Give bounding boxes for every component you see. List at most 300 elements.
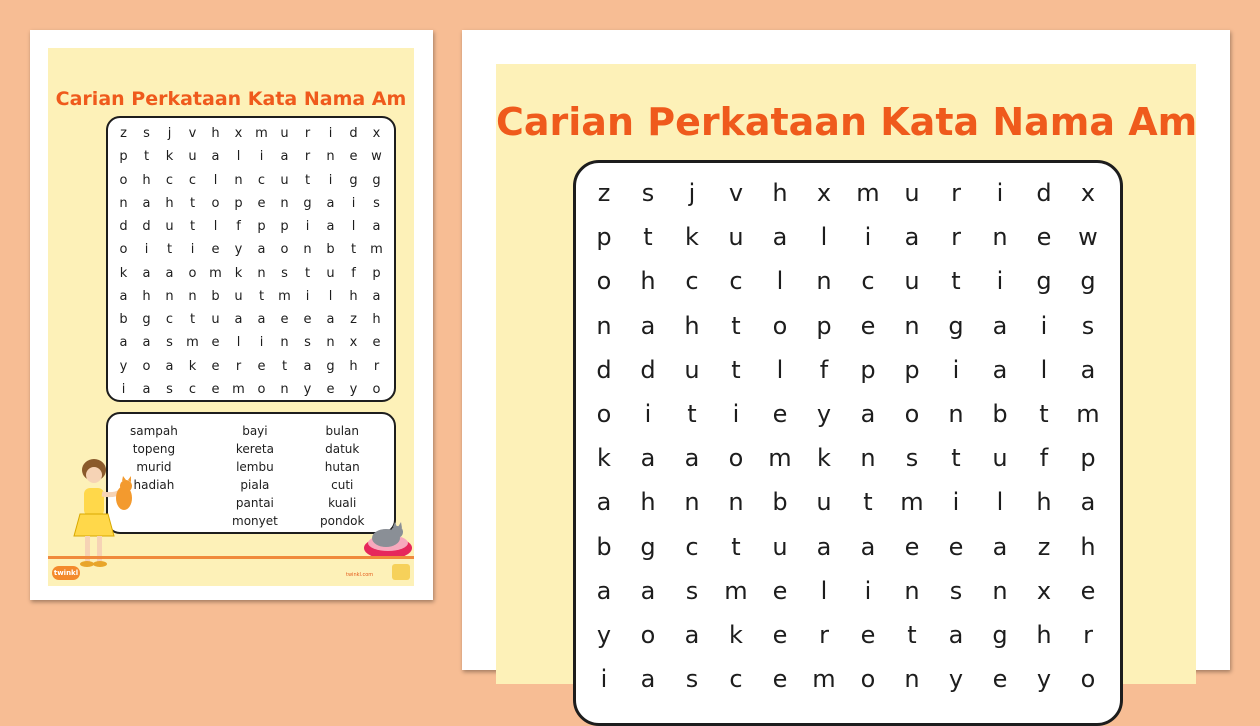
- grid-letter: a: [142, 381, 151, 397]
- letter-grid: [112, 122, 388, 398]
- grid-letter: j: [167, 126, 172, 142]
- grid-letter: k: [234, 265, 243, 281]
- grid-letter: o: [280, 242, 289, 258]
- grid-letter: g: [349, 172, 358, 188]
- grid-letter: n: [860, 444, 876, 473]
- grid-letter: y: [596, 620, 612, 649]
- grid-letter: s: [166, 381, 173, 397]
- word-column-2: [232, 422, 278, 530]
- grid-letter: m: [370, 242, 383, 258]
- grid-letter: r: [304, 126, 311, 142]
- grid-letter: t: [643, 223, 653, 252]
- grid-letter: g: [372, 172, 381, 188]
- word-item: bulan: [325, 424, 359, 438]
- grid-letter: s: [1081, 311, 1095, 340]
- cat-bed-illustration: [362, 518, 414, 560]
- grid-letter: b: [772, 488, 788, 517]
- grid-letter: b: [992, 400, 1008, 429]
- grid-letter: c: [685, 532, 699, 561]
- grid-letter: a: [1080, 488, 1096, 517]
- grid-letter: h: [372, 312, 381, 328]
- grid-letter: p: [816, 311, 832, 340]
- grid-letter: y: [303, 381, 312, 397]
- grid-letter: b: [119, 312, 128, 328]
- grid-letter: n: [684, 488, 700, 517]
- grid-letter: y: [234, 242, 243, 258]
- grid-letter: l: [776, 355, 784, 384]
- grid-letter: m: [255, 126, 268, 142]
- grid-letter: b: [326, 242, 335, 258]
- grid-letter: l: [328, 288, 333, 304]
- grid-letter: u: [728, 223, 744, 252]
- grid-letter: c: [729, 267, 743, 296]
- grid-letter: x: [1036, 576, 1052, 605]
- twinkl-logo: twinkl: [52, 566, 80, 580]
- grid-letter: l: [820, 223, 828, 252]
- grid-letter: u: [188, 149, 197, 165]
- grid-letter: s: [166, 335, 173, 351]
- grid-letter: t: [281, 358, 288, 374]
- grid-letter: p: [257, 219, 266, 235]
- grid-letter: e: [349, 149, 358, 165]
- grid-letter: a: [1080, 355, 1096, 384]
- grid-letter: a: [326, 312, 335, 328]
- grid-letter: b: [211, 288, 220, 304]
- grid-letter: u: [326, 265, 335, 281]
- worksheet-zoomed[interactable]: [462, 30, 1230, 694]
- grid-letter: o: [772, 311, 788, 340]
- grid-letter: i: [328, 172, 333, 188]
- grid-letter: u: [165, 219, 174, 235]
- word-item: bayi: [242, 424, 268, 438]
- grid-letter: a: [142, 265, 151, 281]
- grid-letter: t: [907, 620, 917, 649]
- grid-letter: e: [326, 381, 335, 397]
- grid-letter: e: [257, 358, 266, 374]
- grid-letter: x: [234, 126, 243, 142]
- grid-letter: n: [904, 311, 920, 340]
- grid-letter: a: [372, 219, 381, 235]
- grid-letter: s: [905, 444, 919, 473]
- grid-letter: m: [900, 488, 924, 517]
- grid-letter: d: [596, 355, 612, 384]
- grid-letter: e: [211, 335, 220, 351]
- grid-letter: l: [820, 576, 828, 605]
- grid-letter: m: [1076, 400, 1100, 429]
- grid-letter: n: [280, 195, 289, 211]
- grid-letter: z: [1037, 532, 1051, 561]
- grid-letter: g: [303, 195, 312, 211]
- grid-letter: x: [372, 126, 381, 142]
- grid-letter: n: [904, 576, 920, 605]
- grid-letter: r: [304, 149, 311, 165]
- grid-letter: n: [165, 288, 174, 304]
- grid-letter: d: [640, 355, 656, 384]
- grid-letter: l: [236, 149, 241, 165]
- footer-url: twinkl.com: [346, 572, 374, 578]
- grid-letter: t: [863, 488, 873, 517]
- grid-letter: e: [772, 576, 788, 605]
- grid-letter: i: [996, 179, 1004, 208]
- grid-letter: h: [349, 358, 358, 374]
- grid-letter: m: [209, 265, 222, 281]
- grid-letter: m: [232, 381, 245, 397]
- grid-letter: o: [1080, 665, 1096, 694]
- grid-letter: g: [1080, 267, 1096, 296]
- grid-letter: l: [1040, 355, 1048, 384]
- grid-letter: o: [188, 265, 197, 281]
- grid-letter: o: [904, 400, 920, 429]
- word-item: monyet: [232, 514, 278, 528]
- grid-letter: o: [211, 195, 220, 211]
- grid-letter: o: [119, 172, 128, 188]
- grid-letter: n: [303, 242, 312, 258]
- grid-letter: a: [992, 355, 1008, 384]
- word-column-3: [320, 422, 364, 530]
- grid-letter: i: [952, 355, 960, 384]
- grid-letter: a: [165, 265, 174, 281]
- grid-letter: a: [640, 311, 656, 340]
- letter-grid-box: [106, 116, 396, 402]
- grid-letter: h: [165, 195, 174, 211]
- grid-letter: a: [860, 532, 876, 561]
- grid-letter: y: [816, 400, 832, 429]
- grid-letter: n: [326, 335, 335, 351]
- grid-letter: l: [213, 219, 218, 235]
- grid-letter: k: [165, 149, 174, 165]
- grid-letter: a: [372, 288, 381, 304]
- grid-letter: f: [351, 265, 356, 281]
- grid-letter: c: [188, 381, 197, 397]
- grid-letter: b: [596, 532, 612, 561]
- grid-letter: x: [1080, 179, 1096, 208]
- grid-letter: a: [142, 335, 151, 351]
- grid-letter: t: [189, 195, 196, 211]
- grid-letter: a: [257, 312, 266, 328]
- grid-letter: i: [864, 576, 872, 605]
- grid-letter: c: [165, 172, 174, 188]
- grid-letter: a: [904, 223, 920, 252]
- grid-letter: n: [904, 665, 920, 694]
- grid-letter: l: [236, 335, 241, 351]
- grid-letter: r: [1083, 620, 1093, 649]
- grid-letter: i: [864, 223, 872, 252]
- grid-letter: s: [143, 126, 150, 142]
- grid-letter: m: [812, 665, 836, 694]
- word-item: sampah: [130, 424, 178, 438]
- grid-letter: s: [641, 179, 655, 208]
- grid-letter: u: [904, 179, 920, 208]
- grid-letter: l: [213, 172, 218, 188]
- grid-letter: u: [280, 126, 289, 142]
- grid-letter: o: [860, 665, 876, 694]
- grid-letter: a: [211, 149, 220, 165]
- grid-letter: p: [234, 195, 243, 211]
- grid-letter: h: [1036, 620, 1052, 649]
- worksheet-panel: [48, 48, 414, 586]
- grid-letter: h: [684, 311, 700, 340]
- grid-letter: m: [278, 288, 291, 304]
- letter-grid-box-zoomed: [573, 160, 1123, 726]
- grid-letter: o: [119, 242, 128, 258]
- grid-letter: i: [644, 400, 652, 429]
- grid-letter: l: [351, 219, 356, 235]
- grid-letter: p: [119, 149, 128, 165]
- grid-letter: t: [189, 312, 196, 328]
- grid-letter: n: [257, 265, 266, 281]
- grid-letter: n: [234, 172, 243, 188]
- grid-letter: m: [186, 335, 199, 351]
- grid-letter: n: [326, 149, 335, 165]
- grid-letter: i: [259, 149, 264, 165]
- grid-letter: p: [1080, 444, 1096, 473]
- grid-letter: i: [190, 242, 195, 258]
- grid-letter: o: [596, 267, 612, 296]
- grid-letter: e: [303, 312, 312, 328]
- grid-letter: c: [729, 665, 743, 694]
- grid-letter: r: [373, 358, 380, 374]
- grid-letter: p: [860, 355, 876, 384]
- grid-letter: l: [776, 267, 784, 296]
- grid-letter: t: [951, 444, 961, 473]
- grid-letter: e: [1080, 576, 1096, 605]
- grid-letter: g: [948, 311, 964, 340]
- grid-letter: a: [860, 400, 876, 429]
- grid-letter: t: [731, 532, 741, 561]
- grid-letter: d: [349, 126, 358, 142]
- grid-letter: t: [166, 242, 173, 258]
- grid-letter: r: [819, 620, 829, 649]
- grid-letter: i: [305, 219, 310, 235]
- grid-letter: s: [304, 335, 311, 351]
- grid-letter: g: [640, 532, 656, 561]
- grid-letter: g: [992, 620, 1008, 649]
- word-item: hutan: [324, 460, 360, 474]
- grid-letter: w: [1078, 223, 1098, 252]
- grid-letter: g: [326, 358, 335, 374]
- word-list-box: [106, 412, 396, 534]
- footer-badge-icon: [392, 564, 410, 580]
- grid-letter: t: [687, 400, 697, 429]
- grid-letter: r: [951, 223, 961, 252]
- grid-letter: h: [772, 179, 788, 208]
- grid-letter: o: [596, 400, 612, 429]
- grid-letter: i: [952, 488, 960, 517]
- grid-letter: c: [165, 312, 174, 328]
- grid-letter: d: [142, 219, 151, 235]
- grid-letter: a: [234, 312, 243, 328]
- grid-letter: k: [817, 444, 831, 473]
- grid-letter: c: [257, 172, 266, 188]
- grid-letter: u: [280, 172, 289, 188]
- grid-letter: n: [728, 488, 744, 517]
- grid-letter: a: [165, 358, 174, 374]
- grid-letter: j: [688, 179, 696, 208]
- grid-letter: h: [640, 488, 656, 517]
- grid-letter: t: [143, 149, 150, 165]
- grid-letter: p: [596, 223, 612, 252]
- grid-letter: m: [856, 179, 880, 208]
- grid-letter: x: [816, 179, 832, 208]
- grid-letter: a: [257, 242, 266, 258]
- grid-letter: e: [860, 311, 876, 340]
- grid-letter: t: [189, 219, 196, 235]
- grid-letter: n: [992, 223, 1008, 252]
- grid-letter: n: [596, 311, 612, 340]
- grid-letter: n: [816, 267, 832, 296]
- grid-letter: e: [257, 195, 266, 211]
- grid-letter: o: [640, 620, 656, 649]
- grid-letter: i: [351, 195, 356, 211]
- grid-letter: o: [142, 358, 151, 374]
- grid-letter: f: [1039, 444, 1049, 473]
- grid-letter: w: [371, 149, 382, 165]
- grid-letter: t: [304, 172, 311, 188]
- footer-divider: [48, 556, 414, 559]
- grid-letter: a: [596, 488, 612, 517]
- grid-letter: a: [640, 444, 656, 473]
- grid-letter: i: [732, 400, 740, 429]
- grid-letter: u: [684, 355, 700, 384]
- word-item: murid: [136, 460, 172, 474]
- grid-letter: a: [326, 195, 335, 211]
- grid-letter: t: [731, 311, 741, 340]
- grid-letter: c: [188, 172, 197, 188]
- grid-letter: t: [350, 242, 357, 258]
- word-item: kereta: [235, 442, 274, 456]
- grid-letter: a: [119, 288, 128, 304]
- grid-letter: k: [597, 444, 611, 473]
- grid-letter: a: [596, 576, 612, 605]
- grid-letter: h: [142, 288, 151, 304]
- worksheet-panel-zoomed: [496, 64, 1198, 694]
- grid-letter: s: [373, 195, 380, 211]
- grid-letter: a: [816, 532, 832, 561]
- grid-letter: e: [211, 381, 220, 397]
- grid-letter: e: [860, 620, 876, 649]
- grid-letter: f: [819, 355, 829, 384]
- grid-letter: t: [951, 267, 961, 296]
- grid-letter: a: [640, 576, 656, 605]
- grid-letter: y: [119, 358, 128, 374]
- grid-letter: x: [349, 335, 358, 351]
- word-item: piala: [240, 478, 270, 492]
- grid-letter: d: [1036, 179, 1052, 208]
- grid-letter: h: [1036, 488, 1052, 517]
- grid-letter: a: [992, 311, 1008, 340]
- grid-letter: v: [728, 179, 744, 208]
- grid-letter: e: [211, 242, 220, 258]
- grid-letter: e: [211, 358, 220, 374]
- grid-letter: a: [119, 335, 128, 351]
- word-item: datuk: [325, 442, 360, 456]
- grid-letter: n: [992, 576, 1008, 605]
- grid-letter: p: [904, 355, 920, 384]
- grid-letter: h: [349, 288, 358, 304]
- grid-letter: r: [235, 358, 242, 374]
- grid-letter: a: [303, 358, 312, 374]
- grid-letter: k: [729, 620, 743, 649]
- word-item: pondok: [320, 514, 365, 528]
- grid-letter: i: [259, 335, 264, 351]
- grid-letter: o: [728, 444, 744, 473]
- grid-letter: p: [372, 265, 381, 281]
- grid-letter: o: [372, 381, 381, 397]
- grid-letter: a: [640, 665, 656, 694]
- grid-letter: r: [951, 179, 961, 208]
- word-item: topeng: [132, 442, 176, 456]
- grid-letter: s: [685, 576, 699, 605]
- grid-letter: t: [304, 265, 311, 281]
- grid-letter: y: [1036, 665, 1052, 694]
- grid-letter: i: [305, 288, 310, 304]
- worksheet-preview-small[interactable]: [30, 30, 433, 600]
- grid-letter: a: [948, 620, 964, 649]
- grid-letter: h: [211, 126, 220, 142]
- grid-letter: s: [685, 665, 699, 694]
- grid-letter: e: [772, 400, 788, 429]
- grid-letter: z: [597, 179, 611, 208]
- worksheet-title: Carian Perkataan Kata Nama Am: [55, 88, 407, 110]
- grid-letter: h: [640, 267, 656, 296]
- grid-letter: e: [772, 665, 788, 694]
- grid-letter: k: [119, 265, 128, 281]
- grid-letter: z: [120, 126, 127, 142]
- word-item: lembu: [236, 460, 274, 474]
- grid-letter: u: [992, 444, 1008, 473]
- grid-letter: c: [861, 267, 875, 296]
- word-item: hadiah: [133, 478, 175, 492]
- grid-letter: g: [1036, 267, 1052, 296]
- grid-letter: u: [211, 312, 220, 328]
- grid-letter: u: [904, 267, 920, 296]
- grid-letter: v: [188, 126, 197, 142]
- grid-letter: e: [948, 532, 964, 561]
- grid-letter: k: [188, 358, 197, 374]
- grid-letter: a: [992, 532, 1008, 561]
- grid-letter: l: [996, 488, 1004, 517]
- grid-letter: n: [119, 195, 128, 211]
- grid-letter: o: [257, 381, 266, 397]
- grid-letter: d: [119, 219, 128, 235]
- grid-letter: m: [768, 444, 792, 473]
- grid-letter: a: [142, 195, 151, 211]
- grid-letter: u: [772, 532, 788, 561]
- grid-letter: y: [349, 381, 358, 397]
- grid-letter: f: [236, 219, 241, 235]
- grid-letter: a: [684, 620, 700, 649]
- grid-letter: s: [281, 265, 288, 281]
- grid-letter: i: [1040, 311, 1048, 340]
- word-item: kuali: [328, 496, 357, 510]
- grid-letter: g: [142, 312, 151, 328]
- grid-letter: e: [280, 312, 289, 328]
- grid-letter: e: [772, 620, 788, 649]
- grid-letter: z: [350, 312, 357, 328]
- grid-letter: i: [121, 381, 126, 397]
- grid-letter: e: [372, 335, 381, 351]
- girl-with-cat-illustration: [70, 458, 142, 578]
- worksheet-title-zoomed: Carian Perkataan Kata Nama Am: [496, 100, 1198, 144]
- word-item: pantai: [235, 496, 274, 510]
- grid-letter: n: [280, 381, 289, 397]
- grid-letter: i: [144, 242, 149, 258]
- grid-letter: n: [948, 400, 964, 429]
- grid-letter: i: [996, 267, 1004, 296]
- grid-letter: e: [992, 665, 1008, 694]
- grid-letter: i: [328, 126, 333, 142]
- grid-letter: i: [600, 665, 608, 694]
